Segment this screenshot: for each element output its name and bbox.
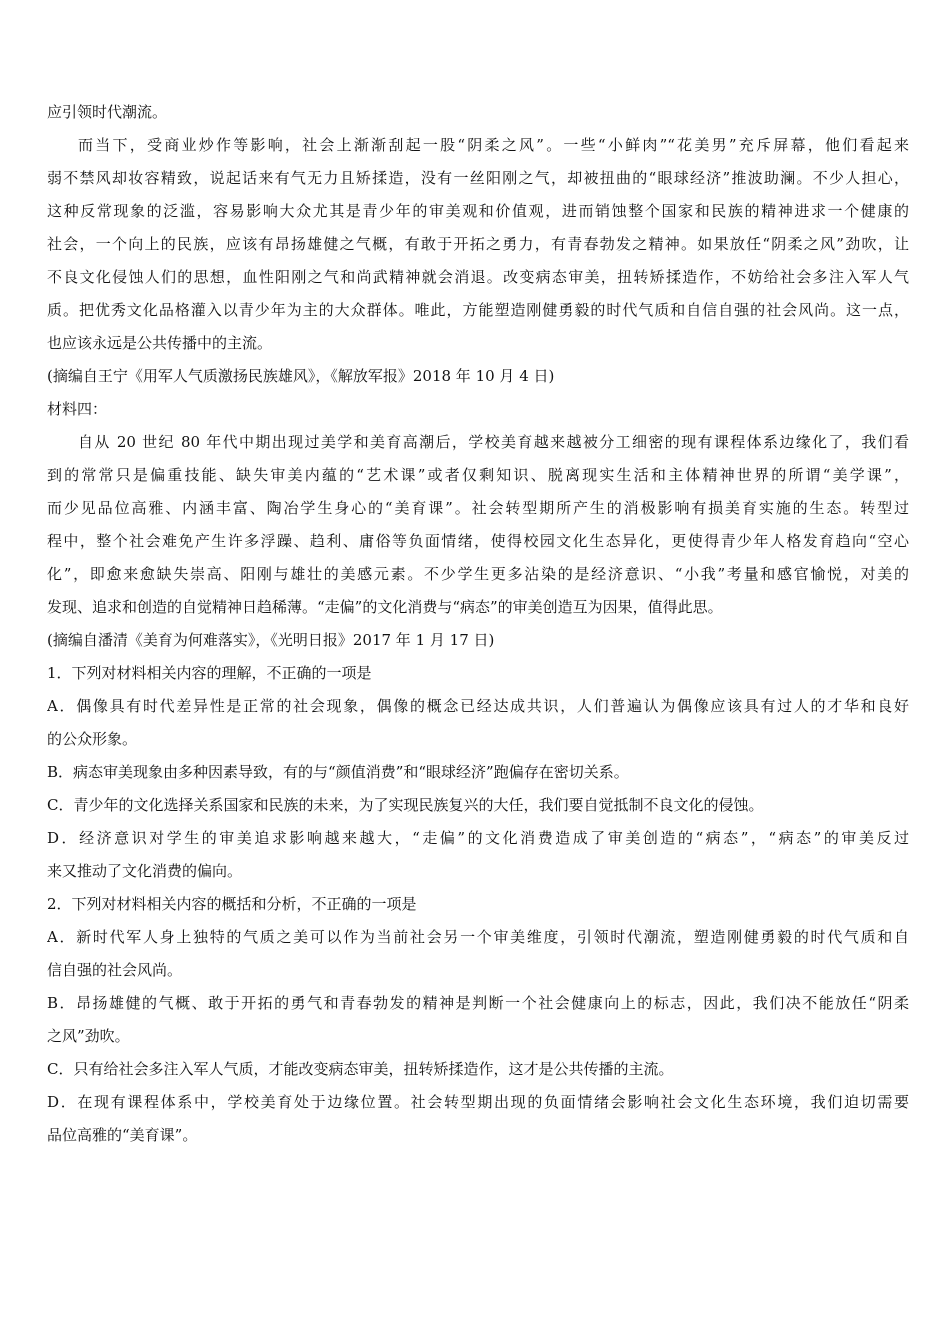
text-line: 的公众形象。 — [47, 730, 138, 748]
text-line: A．新时代军人身上独特的气质之美可以作为当前社会另一个审美维度，引领时代潮流，塑造刚健勇毅的时代气质和自 — [47, 928, 909, 946]
text-line: 这种反常现象的泛滥，容易影响大众尤其是青少年的审美观和价值观，进而销蚀整个国家和民族的精神进求一个健康的 — [47, 202, 909, 220]
text-line: C．青少年的文化选择关系国家和民族的未来，为了实现民族复兴的大任，我们要自觉抵制不良文化的侵蚀。 — [47, 796, 764, 814]
text-line: 应引领时代潮流。 — [47, 103, 168, 121]
text-line: D．经济意识对学生的审美追求影响越来越大，“走偏”的文化消费造成了审美创造的“病态”，“病态”的审美反过 — [47, 829, 909, 847]
text-line: C．只有给社会多注入军人气质，才能改变病态审美，扭转矫揉造作，这才是公共传播的主流。 — [47, 1060, 674, 1078]
text-line: 而当下，受商业炒作等影响，社会上渐渐刮起一股“阴柔之风”。一些“小鲜肉”“花美男”充斥屏幕，他们看起来 — [78, 136, 909, 154]
document-page — [47, 96, 909, 1152]
text-line: 也应该永远是公共传播中的主流。 — [47, 334, 273, 352]
text-line: D．在现有课程体系中，学校美育处于边缘位置。社会转型期出现的负面情绪会影响社会文化生态环境，我们迫切需要 — [47, 1093, 909, 1111]
text-line: 来又推动了文化消费的偏向。 — [47, 862, 243, 880]
text-line: 信自强的社会风尚。 — [47, 961, 183, 979]
text-line: 化”，即愈来愈缺失崇高、阳刚与雄壮的美感元素。不少学生更多沾染的是经济意识、“小我”考量和感官愉悦，对美的 — [47, 565, 909, 583]
text-line: 自从 20 世纪 80 年代中期出现过美学和美育高潮后，学校美育越来越被分工细密的现有课程体系边缘化了，我们看 — [78, 433, 909, 451]
text-line: 材料四： — [47, 400, 108, 418]
text-line: 1．下列对材料相关内容的理解，不正确的一项是 — [47, 664, 372, 682]
text-line: B．病态审美现象由多种因素导致，有的与“颜值消费”和“眼球经济”跑偏存在密切关系。 — [47, 763, 629, 781]
text-line: 程中，整个社会难免产生许多浮躁、趋利、庸俗等负面情绪，使得校园文化生态异化，更使得青少年人格发育趋向“空心 — [47, 532, 909, 550]
text-line: (摘编自王宁《用军人气质激扬民族雄风》，《解放军报》2018 年 10 月 4 日) — [47, 367, 555, 385]
text-line: B．昂扬雄健的气概、敢于开拓的勇气和青春勃发的精神是判断一个社会健康向上的标志，因此，我们决不能放任“阴柔 — [47, 994, 909, 1012]
text-line: 2．下列对材料相关内容的概括和分析，不正确的一项是 — [47, 895, 417, 913]
text-line: 弱不禁风却妆容精致，说起话来有气无力且矫揉造，没有一丝阳刚之气，却被扭曲的“眼球经济”推波助澜。不少人担心， — [47, 169, 909, 187]
text-line: 而少见品位高雅、内涵丰富、陶冶学生身心的“美育课”。社会转型期所产生的消极影响有损美育实施的生态。转型过 — [47, 499, 909, 517]
text-line: 之风”劲吹。 — [47, 1027, 130, 1045]
text-line: 发现、追求和创造的自觉精神日趋稀薄。“走偏”的文化消费与“病态”的审美创造互为因果，值得此思。 — [47, 598, 723, 616]
text-line: A．偶像具有时代差异性是正常的社会现象，偶像的概念已经达成共识，人们普遍认为偶像应该具有过人的才华和良好 — [47, 697, 909, 715]
text-line: 品位高雅的“美育课”。 — [47, 1126, 198, 1144]
text-line: 到的常常只是偏重技能、缺失审美内蕴的“艺术课”或者仅剩知识、脱离现实生活和主体精神世界的所谓“美学课”， — [47, 466, 909, 484]
text-line: 质。把优秀文化品格灌入以青少年为主的大众群体。唯此，方能塑造刚健勇毅的时代气质和自信自强的社会风尚。这一点， — [47, 301, 909, 319]
text-line: (摘编自潘清《美育为何难落实》，《光明日报》2017 年 1 月 17 日) — [47, 631, 495, 649]
text-line: 社会，一个向上的民族，应该有昂扬雄健之气概，有敢于开拓之勇力，有青春勃发之精神。如果放任“阴柔之风”劲吹，让 — [47, 235, 909, 253]
text-line: 不良文化侵蚀人们的思想，血性阳刚之气和尚武精神就会消退。改变病态审美，扭转矫揉造作，不妨给社会多注入军人气 — [47, 268, 909, 286]
